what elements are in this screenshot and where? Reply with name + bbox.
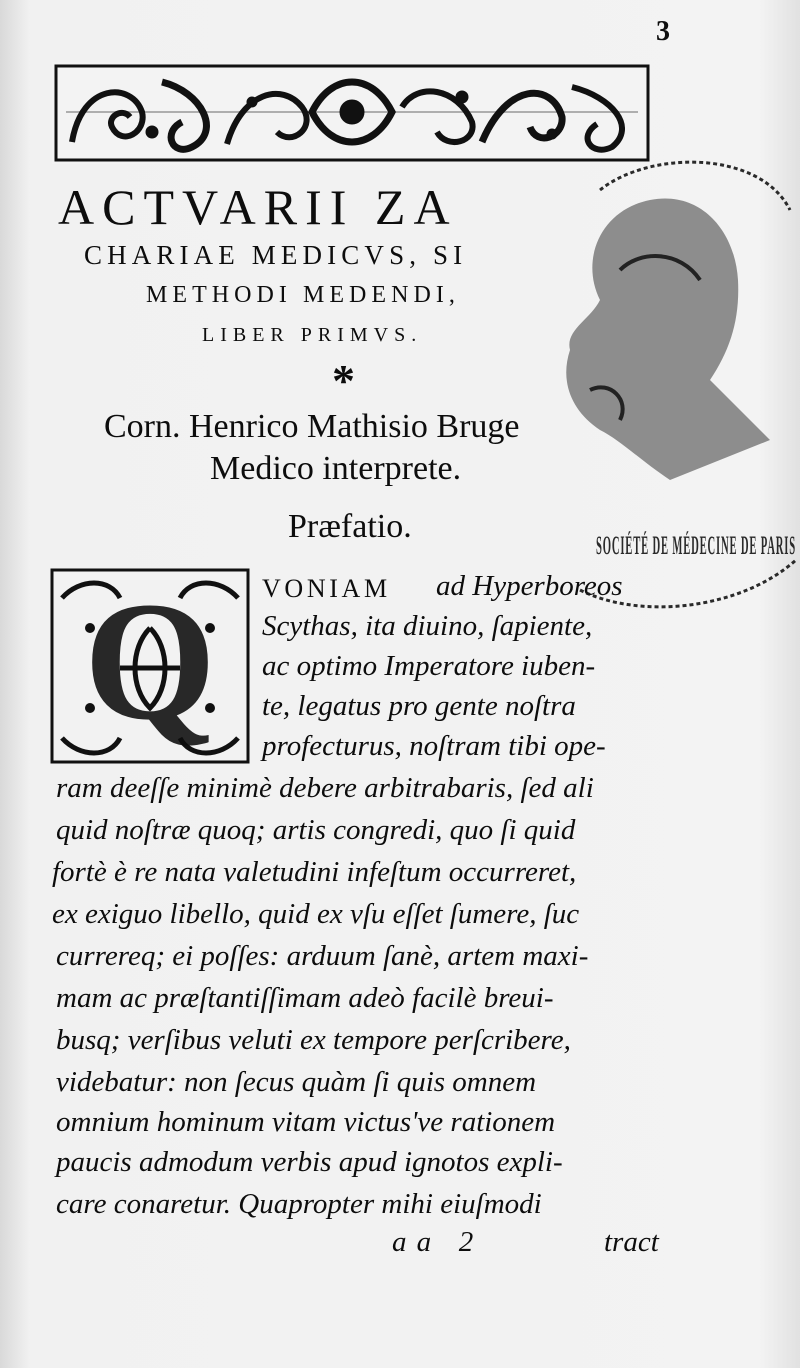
body-line: ex exiguo libello, quid ex vſu eſſet ſumere, ſuc: [52, 898, 580, 930]
interpreter-line-1: Corn. Henrico Mathisio Bruge: [104, 408, 520, 445]
initial-letter: Q: [83, 568, 217, 755]
body-line: paucis admodum verbis apud ignotos expli-: [56, 1146, 563, 1178]
body-line: care conaretur. Quapropter mihi eiuſmodi: [56, 1188, 542, 1220]
first-word: VONIAM: [262, 574, 391, 603]
body-line: currereq; ei poſſes: arduum ſanè, artem maxi-: [56, 940, 589, 972]
body-line: ram deeſſe minimè debere arbitrabaris, ſed ali: [56, 772, 594, 804]
section-heading: Præfatio.: [288, 508, 412, 545]
body-line: Scythas, ita diuino, ſapiente,: [262, 610, 593, 642]
body-line: videbatur: non ſecus quàm ſi quis omnem: [56, 1066, 537, 1098]
interpreter-line-2: Medico interprete.: [210, 450, 462, 487]
title-line-4: LIBER PRIMVS.: [202, 324, 423, 346]
decorated-initial: [50, 568, 250, 764]
body-line: mam ac præſtantiſſimam adeò facilè breui-: [56, 982, 554, 1014]
title-line-3: METHODI MEDENDI,: [146, 282, 460, 308]
body-line: omnium hominum vitam victus've rationem: [56, 1106, 556, 1138]
signature-mark: aa 2: [392, 1226, 484, 1258]
body-line: quid noſtræ quoq; artis congredi, quo ſi quid: [56, 814, 576, 846]
page-number: 3: [656, 16, 670, 47]
title-line-1: ACTVARII ZA: [58, 179, 458, 235]
title-line-2: CHARIAE MEDICVS, SI: [84, 240, 468, 270]
body-line: fortè è re nata valetudini infeſtum occurreret,: [52, 856, 577, 888]
body-line: ac optimo Imperatore iuben-: [262, 650, 596, 682]
asterisk-ornament: *: [332, 355, 355, 406]
body-line: profecturus, noſtram tibi ope-: [262, 730, 606, 762]
body-line: te, legatus pro gente noſtra: [262, 690, 576, 722]
ornamental-headpiece: [52, 62, 652, 164]
stamp-text: SOCIÉTÉ DE MÉDECINE DE PARIS: [596, 531, 796, 560]
body-line: busq; verſibus veluti ex tempore perſcribere,: [56, 1024, 571, 1056]
catchword: tract: [604, 1226, 659, 1258]
library-stamp: [560, 150, 800, 610]
body-line: ad Hyperboreos: [436, 570, 623, 602]
